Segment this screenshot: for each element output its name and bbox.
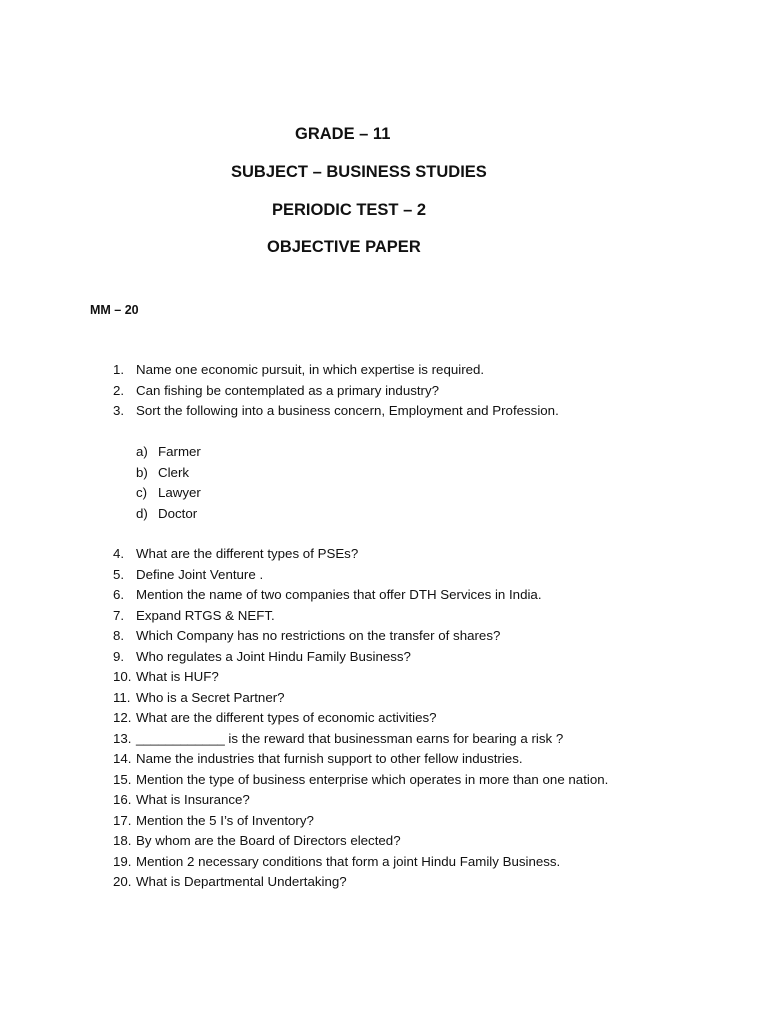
question-item-number: 9. — [113, 648, 125, 664]
question-item-number: 18. — [113, 833, 132, 848]
question-item-text: What is Insurance? — [136, 792, 250, 807]
question-item-number: 11. — [113, 689, 131, 705]
test-heading: PERIODIC TEST – 2 — [272, 201, 427, 219]
option-item-text: Doctor — [158, 505, 198, 521]
question-item-text: Name one economic pursuit, in which expertise is required. — [136, 362, 485, 377]
question-item-number: 16. — [113, 792, 132, 807]
question-item-text: Who is a Secret Partner? — [136, 689, 285, 705]
grade-heading: GRADE – 11 — [295, 125, 391, 143]
question-item-number: 10. — [113, 669, 132, 684]
question-item-number: 13. — [113, 730, 132, 746]
question-item-text: Define Joint Venture . — [136, 566, 264, 582]
question-item-text: Who regulates a Joint Hindu Family Business? — [136, 648, 411, 664]
question-item-text: Mention the type of business enterprise which operates in more than one nation. — [136, 771, 609, 787]
question-item-number: 20. — [113, 874, 132, 889]
question-item-text: Expand RTGS & NEFT. — [136, 607, 275, 623]
question-item-number: 19. — [113, 853, 132, 869]
question-item-text: Mention 2 necessary conditions that form a joint Hindu Family Business. — [136, 853, 561, 869]
question-item-text: What is Departmental Undertaking? — [136, 874, 347, 889]
question-item-text: By whom are the Board of Directors elected? — [136, 833, 401, 848]
question-item-text: Mention the name of two companies that offer DTH Services in India. — [136, 587, 542, 602]
question-item-text: What are the different types of economic activities? — [136, 710, 437, 725]
option-item-text: Lawyer — [158, 485, 201, 500]
question-item-number: 15. — [113, 771, 132, 787]
subject-heading: SUBJECT – BUSINESS STUDIES — [231, 163, 487, 181]
option-item-text: Clerk — [158, 464, 190, 480]
question-item-text: What is HUF? — [136, 669, 219, 684]
question-item-text: Name the industries that furnish support to other fellow industries. — [136, 751, 523, 766]
question-item-number: 7. — [113, 607, 125, 623]
question-item-number: 14. — [113, 751, 132, 766]
question-item-number: 4. — [113, 546, 125, 561]
question-item-number: 17. — [113, 812, 132, 828]
question-item-number: 12. — [113, 710, 132, 725]
question-item-number: 5. — [113, 566, 125, 582]
option-item-number: a) — [136, 444, 148, 459]
question-item-text: Mention the 5 I’s of Inventory? — [136, 812, 314, 828]
question-item-text: Which Company has no restrictions on the transfer of shares? — [136, 628, 501, 643]
max-marks: MM – 20 — [90, 303, 139, 317]
question-item-number: 8. — [113, 628, 125, 643]
option-item-number: c) — [136, 485, 148, 500]
question-item-text: What are the different types of PSEs? — [136, 546, 359, 561]
question-item-number: 6. — [113, 587, 125, 602]
question-item-text: Sort the following into a business concern, Employment and Profession. — [136, 403, 559, 418]
question-item-number: 3. — [113, 403, 125, 418]
question-item-text: Can fishing be contemplated as a primary industry? — [136, 382, 440, 398]
paper-heading: OBJECTIVE PAPER — [267, 238, 421, 256]
question-item-number: 2. — [113, 382, 125, 398]
option-item-number: d) — [136, 505, 148, 521]
option-item-number: b) — [136, 464, 148, 480]
question-item-number: 1. — [113, 362, 125, 377]
option-item-text: Farmer — [158, 444, 201, 459]
question-item-text: ____________ is the reward that businessman earns for bearing a risk ? — [136, 730, 564, 746]
